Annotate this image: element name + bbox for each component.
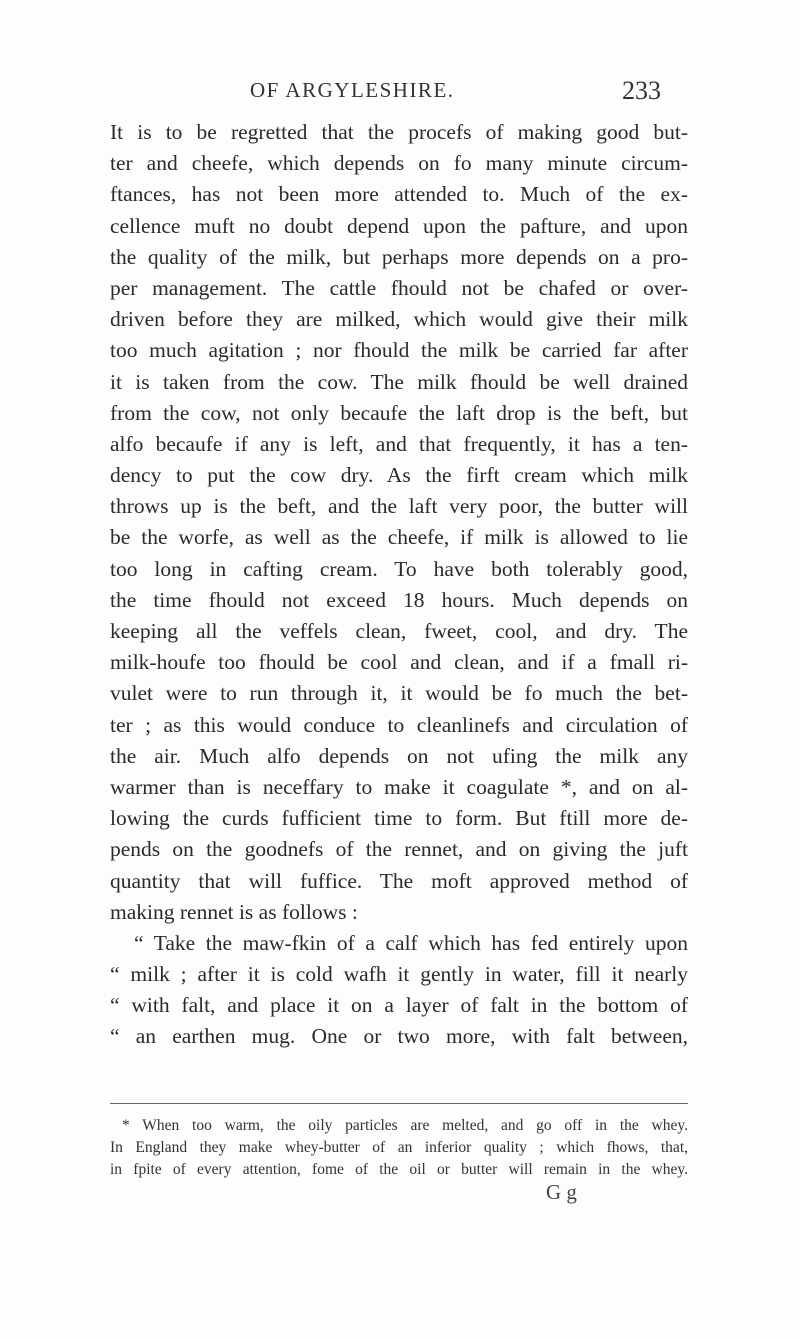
footnote-line: In England they make whey-butter of an inferior quality ; which fhows, that, — [110, 1139, 688, 1156]
text-line: it is taken from the cow. The milk fhould be well drained — [110, 369, 688, 394]
page-number: 233 — [622, 76, 661, 105]
text-line: from the cow, not only becaufe the laft drop is the beft, but — [110, 400, 688, 425]
signature-mark: G g — [546, 1180, 577, 1204]
text-line: driven before they are milked, which would give their milk — [110, 307, 688, 332]
quoted-line: “ with falt, and place it on a layer of falt in the bottom of — [110, 993, 688, 1018]
text-line: be the worfe, as well as the cheefe, if milk is allowed to lie — [110, 525, 688, 550]
text-line: cellence muft no doubt depend upon the pafture, and upon — [110, 213, 688, 238]
text-line: It is to be regretted that the procefs of making good but- — [110, 120, 688, 144]
text-line: ter ; as this would conduce to cleanlinefs and circulation of — [110, 712, 688, 737]
text-line: too much agitation ; nor fhould the milk be carried far after — [110, 338, 688, 363]
footnote — [110, 1115, 688, 1181]
text-line: the quality of the milk, but perhaps more depends on a pro- — [110, 244, 688, 269]
quoted-line: “ milk ; after it is cold wafh it gently in water, fill it nearly — [110, 962, 688, 987]
text-line: ftances, has not been more attended to. Much of the ex- — [110, 182, 688, 207]
text-line: keeping all the veffels clean, fweet, cool, and dry. The — [110, 619, 688, 643]
text-line: the time fhould not exceed 18 hours. Much depends on — [110, 587, 688, 612]
text-line: making rennet is as follows : — [110, 899, 358, 924]
body-text — [110, 117, 688, 1053]
text-line: pends on the goodnefs of the rennet, and on giving the juft — [110, 837, 688, 862]
footnote-line: * When too warm, the oily particles are melted, and go off in the whey. — [122, 1117, 688, 1134]
text-line: throws up is the beft, and the laft very poor, the butter will — [110, 494, 688, 519]
quoted-line: “ an earthen mug. One or two more, with falt between, — [110, 1024, 688, 1049]
text-line: alfo becaufe if any is left, and that frequently, it has a ten- — [110, 431, 688, 456]
quoted-line: “ Take the maw-fkin of a calf which has fed entirely upon — [134, 930, 688, 955]
text-line: per management. The cattle fhould not be chafed or over- — [110, 275, 688, 300]
footnote-divider — [110, 1103, 688, 1104]
text-line: vulet were to run through it, it would be fo much the bet- — [110, 681, 688, 706]
footnote-line: in fpite of every attention, fome of the oil or butter will remain in the whey. — [110, 1161, 688, 1178]
text-line: lowing the curds fufficient time to form. But ftill more de- — [110, 806, 688, 831]
text-line: ter and cheefe, which depends on fo many minute circum- — [110, 151, 688, 176]
running-title: OF ARGYLESHIRE. — [250, 78, 455, 102]
text-line: warmer than is neceffary to make it coagulate *, and on al- — [110, 774, 688, 799]
text-line: milk-houfe too fhould be cool and clean, and if a fmall ri- — [110, 650, 688, 675]
text-line: the air. Much alfo depends on not ufing the milk any — [110, 743, 688, 768]
text-line: quantity that will fuffice. The moft approved method of — [110, 868, 688, 893]
text-line: dency to put the cow dry. As the firft cream which milk — [110, 463, 688, 488]
text-line: too long in cafting cream. To have both tolerably good, — [110, 556, 688, 581]
